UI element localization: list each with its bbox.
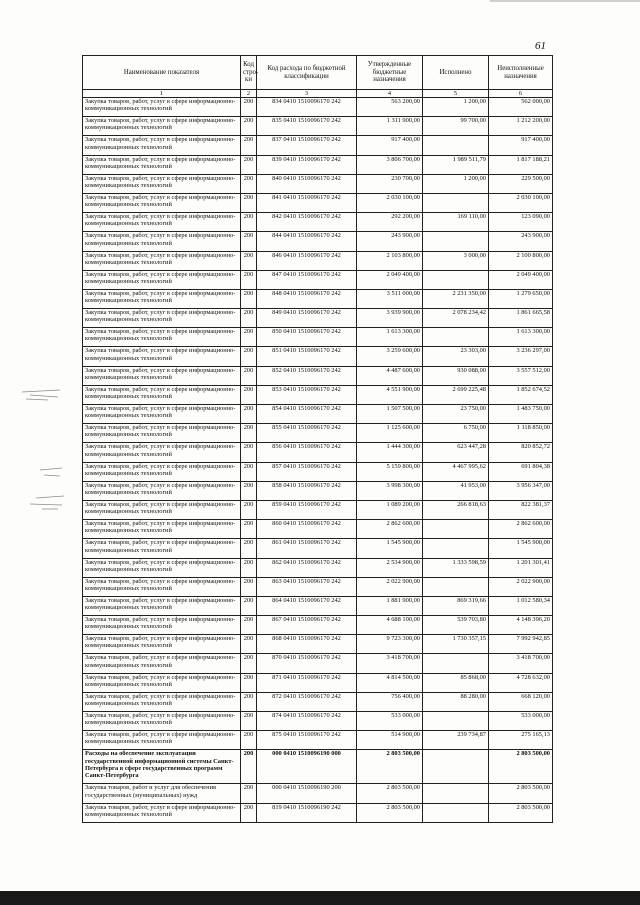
cell-unexecuted: 2 862 600,00 <box>489 520 553 539</box>
cell-name: Закупка товаров, работ, услуг в сфере информационно-коммуникационных технологий <box>83 405 241 424</box>
table-row <box>83 117 553 136</box>
cell-code: 200 <box>241 193 257 212</box>
cell-name: Расходы на обеспечение эксплуатации государственной информационной системы Санкт-Петербурга в сфере государственных программ Санкт-Петербурга <box>83 750 241 784</box>
cell-approved: 1 125 600,00 <box>357 424 423 443</box>
cell-executed: 2 699 225,48 <box>423 385 489 404</box>
cell-classification: 857 0410 1510096170 242 <box>257 462 357 481</box>
cell-executed <box>423 328 489 347</box>
column-number: 4 <box>357 90 423 98</box>
column-number: 2 <box>241 90 257 98</box>
cell-name: Закупка товаров, работ, услуг в сфере информационно-коммуникационных технологий <box>83 481 241 500</box>
cell-classification: 867 0410 1510096170 242 <box>257 616 357 635</box>
table-row <box>83 731 553 750</box>
cell-name: Закупка товаров, работ, услуг в сфере информационно-коммуникационных технологий <box>83 251 241 270</box>
cell-executed <box>423 193 489 212</box>
cell-executed: 539 703,80 <box>423 616 489 635</box>
cell-approved: 3 259 600,00 <box>357 347 423 366</box>
cell-code: 200 <box>241 673 257 692</box>
cell-approved: 3 939 900,00 <box>357 309 423 328</box>
cell-code: 200 <box>241 385 257 404</box>
column-number: 3 <box>257 90 357 98</box>
cell-executed: 169 110,00 <box>423 213 489 232</box>
cell-code: 200 <box>241 481 257 500</box>
cell-code: 200 <box>241 596 257 615</box>
column-number: 1 <box>83 90 241 98</box>
cell-approved: 3 806 700,00 <box>357 155 423 174</box>
cell-unexecuted: 820 852,72 <box>489 443 553 462</box>
table-row <box>83 616 553 635</box>
cell-approved: 2 862 600,00 <box>357 520 423 539</box>
cell-classification: 819 0410 1510096190 242 <box>257 803 357 822</box>
cell-approved: 4 814 500,00 <box>357 673 423 692</box>
cell-code: 200 <box>241 309 257 328</box>
table-row <box>83 462 553 481</box>
cell-unexecuted: 1 118 850,00 <box>489 424 553 443</box>
table-row <box>83 385 553 404</box>
table-row <box>83 635 553 654</box>
cell-approved: 2 030 100,00 <box>357 193 423 212</box>
cell-classification: 848 0410 1510096170 242 <box>257 289 357 308</box>
cell-executed: 23 750,00 <box>423 405 489 424</box>
column-number: 6 <box>489 90 553 98</box>
cell-approved: 3 418 700,00 <box>357 654 423 673</box>
cell-code: 200 <box>241 539 257 558</box>
cell-classification: 834 0410 1510096170 242 <box>257 98 357 117</box>
cell-unexecuted: 2 030 100,00 <box>489 193 553 212</box>
cell-unexecuted: 2 803 500,00 <box>489 784 553 803</box>
cell-approved: 3 511 000,00 <box>357 289 423 308</box>
cell-classification: 849 0410 1510096170 242 <box>257 309 357 328</box>
cell-classification: 847 0410 1510096170 242 <box>257 270 357 289</box>
cell-executed: 3 000,00 <box>423 251 489 270</box>
cell-classification: 862 0410 1510096170 242 <box>257 558 357 577</box>
cell-executed <box>423 539 489 558</box>
cell-unexecuted: 3 418 700,00 <box>489 654 553 673</box>
cell-code: 200 <box>241 692 257 711</box>
cell-executed: 4 467 995,62 <box>423 462 489 481</box>
cell-classification: 858 0410 1510096170 242 <box>257 481 357 500</box>
cell-name: Закупка товаров, работ, услуг в сфере информационно-коммуникационных технологий <box>83 635 241 654</box>
cell-executed: 2 231 350,00 <box>423 289 489 308</box>
cell-name: Закупка товаров, работ, услуг в сфере информационно-коммуникационных технологий <box>83 366 241 385</box>
cell-unexecuted: 822 381,37 <box>489 500 553 519</box>
cell-classification: 872 0410 1510096170 242 <box>257 692 357 711</box>
cell-code: 200 <box>241 232 257 251</box>
cell-classification: 840 0410 1510096170 242 <box>257 174 357 193</box>
cell-executed: 85 868,00 <box>423 673 489 692</box>
cell-unexecuted: 2 100 800,00 <box>489 251 553 270</box>
cell-name: Закупка товаров, работ, услуг в сфере информационно-коммуникационных технологий <box>83 117 241 136</box>
table-row <box>83 692 553 711</box>
cell-name: Закупка товаров, работ, услуг в сфере информационно-коммуникационных технологий <box>83 673 241 692</box>
table-body <box>83 98 553 823</box>
table-row <box>83 784 553 803</box>
cell-code: 200 <box>241 98 257 117</box>
cell-classification: 863 0410 1510096170 242 <box>257 577 357 596</box>
cell-approved: 1 507 500,00 <box>357 405 423 424</box>
table-row <box>83 481 553 500</box>
cell-classification: 841 0410 1510096170 242 <box>257 193 357 212</box>
cell-approved: 292 200,00 <box>357 213 423 232</box>
cell-approved: 2 534 900,00 <box>357 558 423 577</box>
cell-unexecuted: 1 861 665,58 <box>489 309 553 328</box>
cell-name: Закупка товаров, работ, услуг в сфере информационно-коммуникационных технологий <box>83 270 241 289</box>
cell-name: Закупка товаров, работ, услуг в сфере информационно-коммуникационных технологий <box>83 347 241 366</box>
cell-classification: 852 0410 1510096170 242 <box>257 366 357 385</box>
cell-classification: 870 0410 1510096170 242 <box>257 654 357 673</box>
cell-name: Закупка товаров, работ, услуг в сфере информационно-коммуникационных технологий <box>83 309 241 328</box>
cell-executed: 1 730 357,15 <box>423 635 489 654</box>
cell-code: 200 <box>241 136 257 155</box>
cell-name: Закупка товаров, работ, услуг в сфере информационно-коммуникационных технологий <box>83 520 241 539</box>
cell-approved: 3 998 300,00 <box>357 481 423 500</box>
table-row <box>83 347 553 366</box>
table-row <box>83 136 553 155</box>
cell-unexecuted: 1 212 200,00 <box>489 117 553 136</box>
table-row <box>83 270 553 289</box>
table-row <box>83 289 553 308</box>
table-row <box>83 251 553 270</box>
cell-unexecuted: 2 022 900,00 <box>489 577 553 596</box>
cell-classification: 844 0410 1510096170 242 <box>257 232 357 251</box>
cell-approved: 533 000,00 <box>357 712 423 731</box>
cell-code: 200 <box>241 712 257 731</box>
cell-name: Закупка товаров, работ, услуг в сфере информационно-коммуникационных технологий <box>83 500 241 519</box>
cell-unexecuted: 562 000,00 <box>489 98 553 117</box>
cell-unexecuted: 1 613 300,00 <box>489 328 553 347</box>
budget-report-table <box>82 55 553 823</box>
cell-code: 200 <box>241 558 257 577</box>
cell-unexecuted: 4 148 396,20 <box>489 616 553 635</box>
cell-unexecuted: 533 000,00 <box>489 712 553 731</box>
table-row <box>83 500 553 519</box>
page-number: 61 <box>535 40 546 52</box>
cell-classification: 864 0410 1510096170 242 <box>257 596 357 615</box>
cell-approved: 514 900,00 <box>357 731 423 750</box>
table-row <box>83 539 553 558</box>
cell-code: 200 <box>241 500 257 519</box>
cell-code: 200 <box>241 520 257 539</box>
cell-executed <box>423 803 489 822</box>
cell-executed: 23 303,00 <box>423 347 489 366</box>
cell-approved: 230 700,00 <box>357 174 423 193</box>
cell-executed <box>423 750 489 784</box>
cell-unexecuted: 1 279 650,00 <box>489 289 553 308</box>
cell-name: Закупка товаров, работ, услуг в сфере информационно-коммуникационных технологий <box>83 98 241 117</box>
cell-approved: 243 900,00 <box>357 232 423 251</box>
cell-approved: 2 803 500,00 <box>357 750 423 784</box>
cell-executed: 41 953,00 <box>423 481 489 500</box>
cell-code: 200 <box>241 347 257 366</box>
cell-classification: 860 0410 1510096170 242 <box>257 520 357 539</box>
table-row <box>83 750 553 784</box>
cell-executed: 6 750,00 <box>423 424 489 443</box>
cell-executed <box>423 654 489 673</box>
cell-classification: 853 0410 1510096170 242 <box>257 385 357 404</box>
header-code: Код стро- ки <box>241 56 257 90</box>
cell-classification: 000 0410 1510096190 000 <box>257 750 357 784</box>
cell-executed <box>423 577 489 596</box>
cell-executed: 99 700,00 <box>423 117 489 136</box>
cell-unexecuted: 3 557 512,00 <box>489 366 553 385</box>
cell-approved: 9 723 300,00 <box>357 635 423 654</box>
cell-classification: 855 0410 1510096170 242 <box>257 424 357 443</box>
cell-executed: 1 333 598,59 <box>423 558 489 577</box>
cell-unexecuted: 275 165,13 <box>489 731 553 750</box>
cell-name: Закупка товаров, работ, услуг в сфере информационно-коммуникационных технологий <box>83 232 241 251</box>
table-row <box>83 424 553 443</box>
cell-executed <box>423 784 489 803</box>
cell-executed: 266 818,63 <box>423 500 489 519</box>
cell-name: Закупка товаров, работ, услуг в сфере информационно-коммуникационных технологий <box>83 213 241 232</box>
cell-executed: 1 200,00 <box>423 174 489 193</box>
cell-unexecuted: 7 992 942,85 <box>489 635 553 654</box>
cell-name: Закупка товаров, работ, услуг в сфере информационно-коммуникационных технологий <box>83 136 241 155</box>
cell-executed <box>423 232 489 251</box>
cell-approved: 2 022 900,00 <box>357 577 423 596</box>
cell-approved: 4 551 900,00 <box>357 385 423 404</box>
cell-classification: 854 0410 1510096170 242 <box>257 405 357 424</box>
cell-name: Закупка товаров, работ, услуг в сфере информационно-коммуникационных технологий <box>83 731 241 750</box>
cell-code: 200 <box>241 784 257 803</box>
cell-classification: 861 0410 1510096170 242 <box>257 539 357 558</box>
cell-name: Закупка товаров, работ, услуг в сфере информационно-коммуникационных технологий <box>83 462 241 481</box>
table-row <box>83 673 553 692</box>
column-number-row <box>83 90 553 98</box>
cell-name: Закупка товаров, работ, услуг в сфере информационно-коммуникационных технологий <box>83 289 241 308</box>
cell-unexecuted: 2 049 400,00 <box>489 270 553 289</box>
cell-approved: 563 200,00 <box>357 98 423 117</box>
cell-unexecuted: 243 900,00 <box>489 232 553 251</box>
cell-executed: 869 319,66 <box>423 596 489 615</box>
cell-classification: 842 0410 1510096170 242 <box>257 213 357 232</box>
table-row <box>83 366 553 385</box>
cell-classification: 859 0410 1510096170 242 <box>257 500 357 519</box>
cell-name: Закупка товаров, работ, услуг в сфере информационно-коммуникационных технологий <box>83 174 241 193</box>
cell-name: Закупка товаров, работ и услуг для обеспечения государственных (муниципальных) нужд <box>83 784 241 803</box>
table-row <box>83 803 553 822</box>
cell-executed: 239 734,87 <box>423 731 489 750</box>
cell-classification: 856 0410 1510096170 242 <box>257 443 357 462</box>
cell-approved: 5 159 800,00 <box>357 462 423 481</box>
cell-code: 200 <box>241 289 257 308</box>
header-unexecuted: Неисполненные назначения <box>489 56 553 90</box>
cell-executed: 2 078 234,42 <box>423 309 489 328</box>
cell-unexecuted: 3 956 347,00 <box>489 481 553 500</box>
cell-approved: 2 803 500,00 <box>357 784 423 803</box>
cell-classification: 871 0410 1510096170 242 <box>257 673 357 692</box>
cell-unexecuted: 1 852 674,52 <box>489 385 553 404</box>
table-row <box>83 443 553 462</box>
cell-code: 200 <box>241 424 257 443</box>
cell-name: Закупка товаров, работ, услуг в сфере информационно-коммуникационных технологий <box>83 692 241 711</box>
table-row <box>83 654 553 673</box>
table-row <box>83 328 553 347</box>
cell-code: 200 <box>241 251 257 270</box>
cell-classification: 000 0410 1510096190 200 <box>257 784 357 803</box>
header-executed: Исполнено <box>423 56 489 90</box>
cell-name: Закупка товаров, работ, услуг в сфере информационно-коммуникационных технологий <box>83 385 241 404</box>
cell-approved: 2 803 500,00 <box>357 803 423 822</box>
cell-name: Закупка товаров, работ, услуг в сфере информационно-коммуникационных технологий <box>83 596 241 615</box>
cell-unexecuted: 917 400,00 <box>489 136 553 155</box>
header-name: Наименование показателя <box>83 56 241 90</box>
cell-code: 200 <box>241 462 257 481</box>
scan-edge-top <box>490 0 640 2</box>
cell-code: 200 <box>241 616 257 635</box>
table-row <box>83 520 553 539</box>
cell-executed <box>423 520 489 539</box>
cell-executed: 930 088,00 <box>423 366 489 385</box>
table-row <box>83 596 553 615</box>
cell-classification: 850 0410 1510096170 242 <box>257 328 357 347</box>
cell-name: Закупка товаров, работ, услуг в сфере информационно-коммуникационных технологий <box>83 654 241 673</box>
cell-approved: 1 613 300,00 <box>357 328 423 347</box>
table-row <box>83 155 553 174</box>
scan-edge-bottom <box>0 891 640 905</box>
cell-code: 200 <box>241 328 257 347</box>
cell-code: 200 <box>241 366 257 385</box>
table-row <box>83 558 553 577</box>
header-classification: Код расхода по бюджетной классификации <box>257 56 357 90</box>
table-row <box>83 309 553 328</box>
cell-classification: 851 0410 1510096170 242 <box>257 347 357 366</box>
cell-code: 200 <box>241 731 257 750</box>
cell-unexecuted: 3 236 297,00 <box>489 347 553 366</box>
table-row <box>83 405 553 424</box>
table-row <box>83 232 553 251</box>
cell-name: Закупка товаров, работ, услуг в сфере информационно-коммуникационных технологий <box>83 712 241 731</box>
cell-executed: 1 989 511,79 <box>423 155 489 174</box>
cell-classification: 874 0410 1510096170 242 <box>257 712 357 731</box>
cell-executed <box>423 712 489 731</box>
cell-name: Закупка товаров, работ, услуг в сфере информационно-коммуникационных технологий <box>83 803 241 822</box>
cell-executed: 1 200,00 <box>423 98 489 117</box>
cell-approved: 2 049 400,00 <box>357 270 423 289</box>
cell-executed <box>423 136 489 155</box>
cell-approved: 4 487 600,00 <box>357 366 423 385</box>
cell-executed <box>423 270 489 289</box>
cell-code: 200 <box>241 803 257 822</box>
cell-classification: 839 0410 1510096170 242 <box>257 155 357 174</box>
cell-unexecuted: 4 728 632,00 <box>489 673 553 692</box>
cell-name: Закупка товаров, работ, услуг в сфере информационно-коммуникационных технологий <box>83 539 241 558</box>
cell-code: 200 <box>241 270 257 289</box>
cell-code: 200 <box>241 443 257 462</box>
cell-approved: 2 103 800,00 <box>357 251 423 270</box>
table-row <box>83 193 553 212</box>
cell-unexecuted: 2 803 500,00 <box>489 803 553 822</box>
cell-code: 200 <box>241 635 257 654</box>
cell-name: Закупка товаров, работ, услуг в сфере информационно-коммуникационных технологий <box>83 577 241 596</box>
cell-code: 200 <box>241 213 257 232</box>
cell-unexecuted: 123 090,00 <box>489 213 553 232</box>
cell-approved: 4 688 100,00 <box>357 616 423 635</box>
cell-approved: 1 444 300,00 <box>357 443 423 462</box>
cell-name: Закупка товаров, работ, услуг в сфере информационно-коммуникационных технологий <box>83 616 241 635</box>
cell-executed: 88 280,00 <box>423 692 489 711</box>
table-row <box>83 174 553 193</box>
cell-name: Закупка товаров, работ, услуг в сфере информационно-коммуникационных технологий <box>83 558 241 577</box>
header-row <box>83 56 553 90</box>
cell-unexecuted: 691 804,38 <box>489 462 553 481</box>
cell-approved: 1 545 900,00 <box>357 539 423 558</box>
cell-classification: 837 0410 1510096170 242 <box>257 136 357 155</box>
cell-unexecuted: 1 545 900,00 <box>489 539 553 558</box>
cell-unexecuted: 1 012 580,34 <box>489 596 553 615</box>
cell-classification: 868 0410 1510096170 242 <box>257 635 357 654</box>
cell-unexecuted: 668 120,00 <box>489 692 553 711</box>
cell-classification: 835 0410 1510096170 242 <box>257 117 357 136</box>
cell-unexecuted: 229 500,00 <box>489 174 553 193</box>
cell-name: Закупка товаров, работ, услуг в сфере информационно-коммуникационных технологий <box>83 328 241 347</box>
cell-name: Закупка товаров, работ, услуг в сфере информационно-коммуникационных технологий <box>83 155 241 174</box>
table-row <box>83 577 553 596</box>
cell-approved: 917 400,00 <box>357 136 423 155</box>
table-row <box>83 213 553 232</box>
cell-approved: 756 400,00 <box>357 692 423 711</box>
cell-unexecuted: 1 201 301,41 <box>489 558 553 577</box>
cell-approved: 1 089 200,00 <box>357 500 423 519</box>
cell-code: 200 <box>241 155 257 174</box>
column-number: 5 <box>423 90 489 98</box>
table-row <box>83 712 553 731</box>
cell-code: 200 <box>241 174 257 193</box>
cell-code: 200 <box>241 405 257 424</box>
cell-code: 200 <box>241 750 257 784</box>
scan-margin-marks <box>0 378 68 528</box>
cell-classification: 875 0410 1510096170 242 <box>257 731 357 750</box>
cell-executed: 623 447,28 <box>423 443 489 462</box>
header-approved: Утвержденные бюджетные назначения <box>357 56 423 90</box>
cell-unexecuted: 2 803 500,00 <box>489 750 553 784</box>
cell-approved: 1 311 900,00 <box>357 117 423 136</box>
cell-name: Закупка товаров, работ, услуг в сфере информационно-коммуникационных технологий <box>83 193 241 212</box>
cell-name: Закупка товаров, работ, услуг в сфере информационно-коммуникационных технологий <box>83 424 241 443</box>
cell-code: 200 <box>241 577 257 596</box>
table-row <box>83 98 553 117</box>
cell-unexecuted: 1 483 750,00 <box>489 405 553 424</box>
cell-code: 200 <box>241 117 257 136</box>
cell-approved: 1 881 900,00 <box>357 596 423 615</box>
cell-name: Закупка товаров, работ, услуг в сфере информационно-коммуникационных технологий <box>83 443 241 462</box>
cell-code: 200 <box>241 654 257 673</box>
cell-classification: 846 0410 1510096170 242 <box>257 251 357 270</box>
cell-unexecuted: 1 817 188,21 <box>489 155 553 174</box>
